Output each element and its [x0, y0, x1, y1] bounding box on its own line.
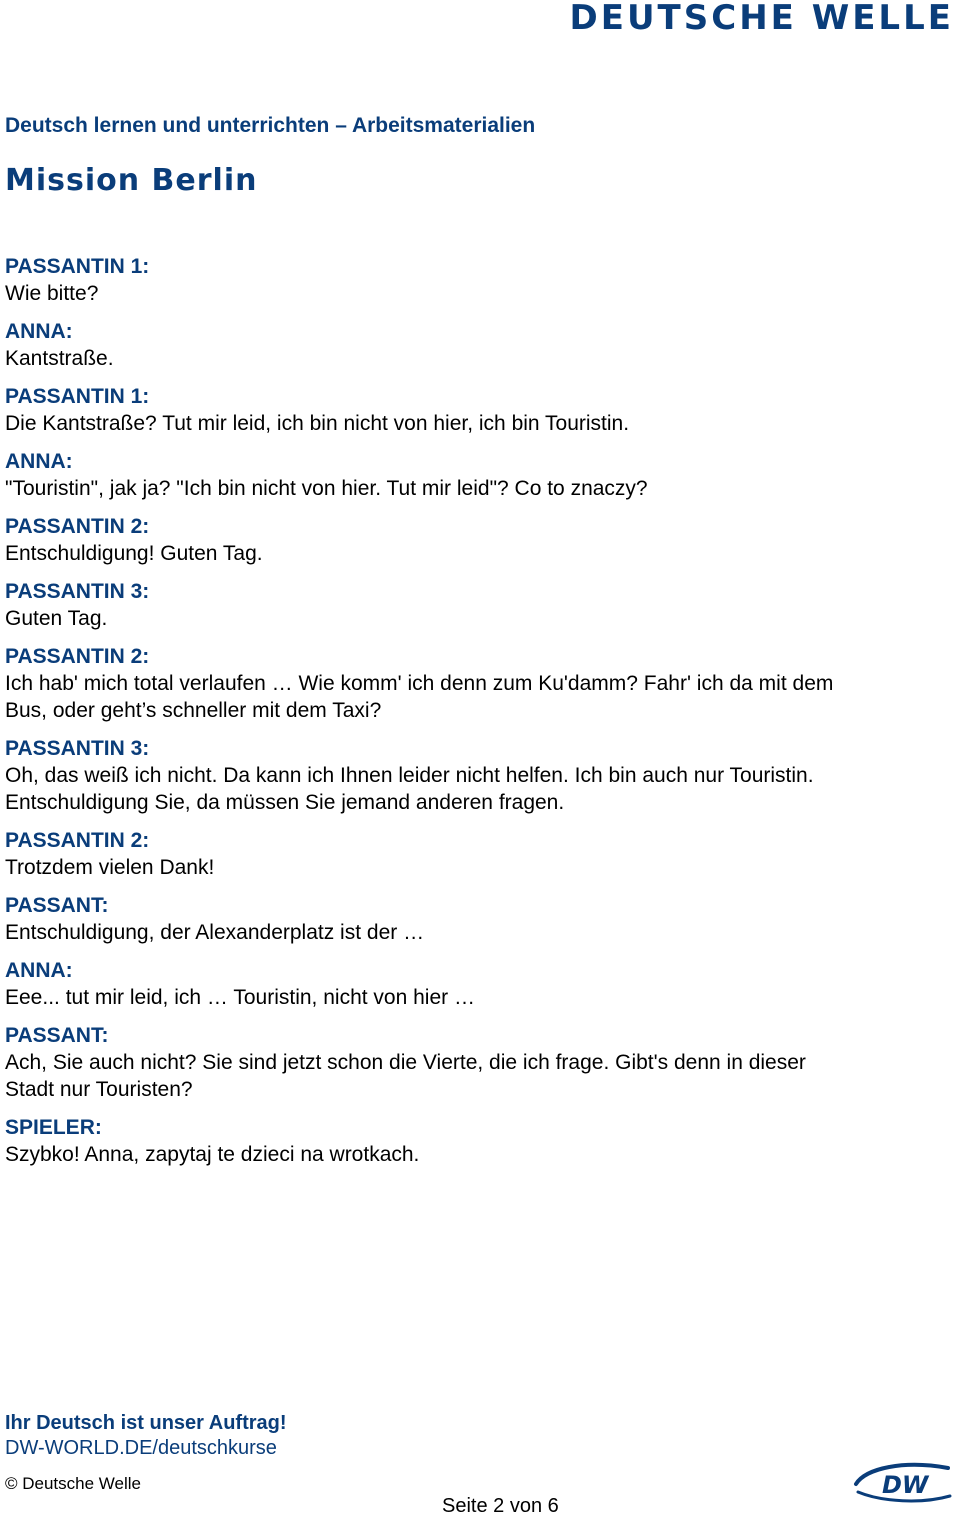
- dialogue-line: Oh, das weiß ich nicht. Da kann ich Ihnen leider nicht helfen. Ich bin auch nur Touristin.: [5, 764, 814, 787]
- dialogue-line: Entschuldigung! Guten Tag.: [5, 542, 263, 565]
- footer-slogan: Ihr Deutsch ist unser Auftrag!: [5, 1412, 287, 1434]
- dialogue: [5, 253, 955, 1179]
- copyright-notice: © Deutsche Welle: [5, 1474, 141, 1493]
- section-title: Deutsch lernen und unterrichten – Arbeitsmaterialien: [5, 114, 536, 137]
- brand-wordmark: DEUTSCHE WELLE: [569, 0, 954, 38]
- dialogue-line: Wie bitte?: [5, 282, 99, 305]
- speaker-label: PASSANT:: [5, 894, 109, 917]
- dialogue-turn: [5, 735, 955, 816]
- dialogue-line: Bus, oder geht’s schneller mit dem Taxi?: [5, 699, 382, 722]
- dialogue-line: Guten Tag.: [5, 607, 108, 630]
- dialogue-turn: [5, 578, 955, 632]
- dialogue-turn: [5, 1022, 955, 1103]
- speaker-label: PASSANTIN 3:: [5, 580, 150, 603]
- dialogue-line: Entschuldigung Sie, da müssen Sie jemand anderen fragen.: [5, 791, 565, 814]
- speaker-label: PASSANTIN 2:: [5, 645, 150, 668]
- dialogue-turn: [5, 318, 955, 372]
- dialogue-line: Trotzdem vielen Dank!: [5, 856, 215, 879]
- dialogue-turn: [5, 1114, 955, 1168]
- speaker-label: ANNA:: [5, 450, 73, 473]
- speaker-label: PASSANTIN 2:: [5, 515, 150, 538]
- dialogue-line: Ach, Sie auch nicht? Sie sind jetzt schon die Vierte, die ich frage. Gibt's denn in dieser: [5, 1051, 806, 1074]
- dialogue-turn: [5, 892, 955, 946]
- speaker-label: PASSANTIN 1:: [5, 385, 150, 408]
- dialogue-turn: [5, 253, 955, 307]
- dialogue-line: Entschuldigung, der Alexanderplatz ist der …: [5, 921, 425, 944]
- dialogue-turn: [5, 643, 955, 724]
- dialogue-line: Eee... tut mir leid, ich … Touristin, nicht von hier …: [5, 986, 475, 1009]
- speaker-label: ANNA:: [5, 959, 73, 982]
- dialogue-turn: [5, 383, 955, 437]
- footer-url[interactable]: DW-WORLD.DE/deutschkurse: [5, 1437, 277, 1459]
- page-number: Seite 2 von 6: [442, 1495, 559, 1517]
- dialogue-line: Ich hab' mich total verlaufen … Wie komm' ich denn zum Ku'damm? Fahr' ich da mit dem: [5, 672, 834, 695]
- dw-logo: [852, 1462, 954, 1504]
- dialogue-turn: [5, 827, 955, 881]
- speaker-label: PASSANTIN 3:: [5, 737, 150, 760]
- speaker-label: PASSANTIN 1:: [5, 255, 150, 278]
- dialogue-line: Kantstraße.: [5, 347, 114, 370]
- speaker-label: PASSANT:: [5, 1024, 109, 1047]
- dialogue-line: "Touristin", jak ja? "Ich bin nicht von hier. Tut mir leid"? Co to znaczy?: [5, 477, 648, 500]
- speaker-label: PASSANTIN 2:: [5, 829, 150, 852]
- page-title: Mission Berlin: [5, 163, 258, 198]
- dialogue-line: Stadt nur Touristen?: [5, 1078, 193, 1101]
- dialogue-turn: [5, 957, 955, 1011]
- dw-logo-text: DW: [882, 1471, 929, 1499]
- speaker-label: ANNA:: [5, 320, 73, 343]
- dialogue-line: Die Kantstraße? Tut mir leid, ich bin nicht von hier, ich bin Touristin.: [5, 412, 630, 435]
- dialogue-turn: [5, 448, 955, 502]
- speaker-label: SPIELER:: [5, 1116, 102, 1139]
- dialogue-turn: [5, 513, 955, 567]
- dialogue-line: Szybko! Anna, zapytaj te dzieci na wrotkach.: [5, 1143, 420, 1166]
